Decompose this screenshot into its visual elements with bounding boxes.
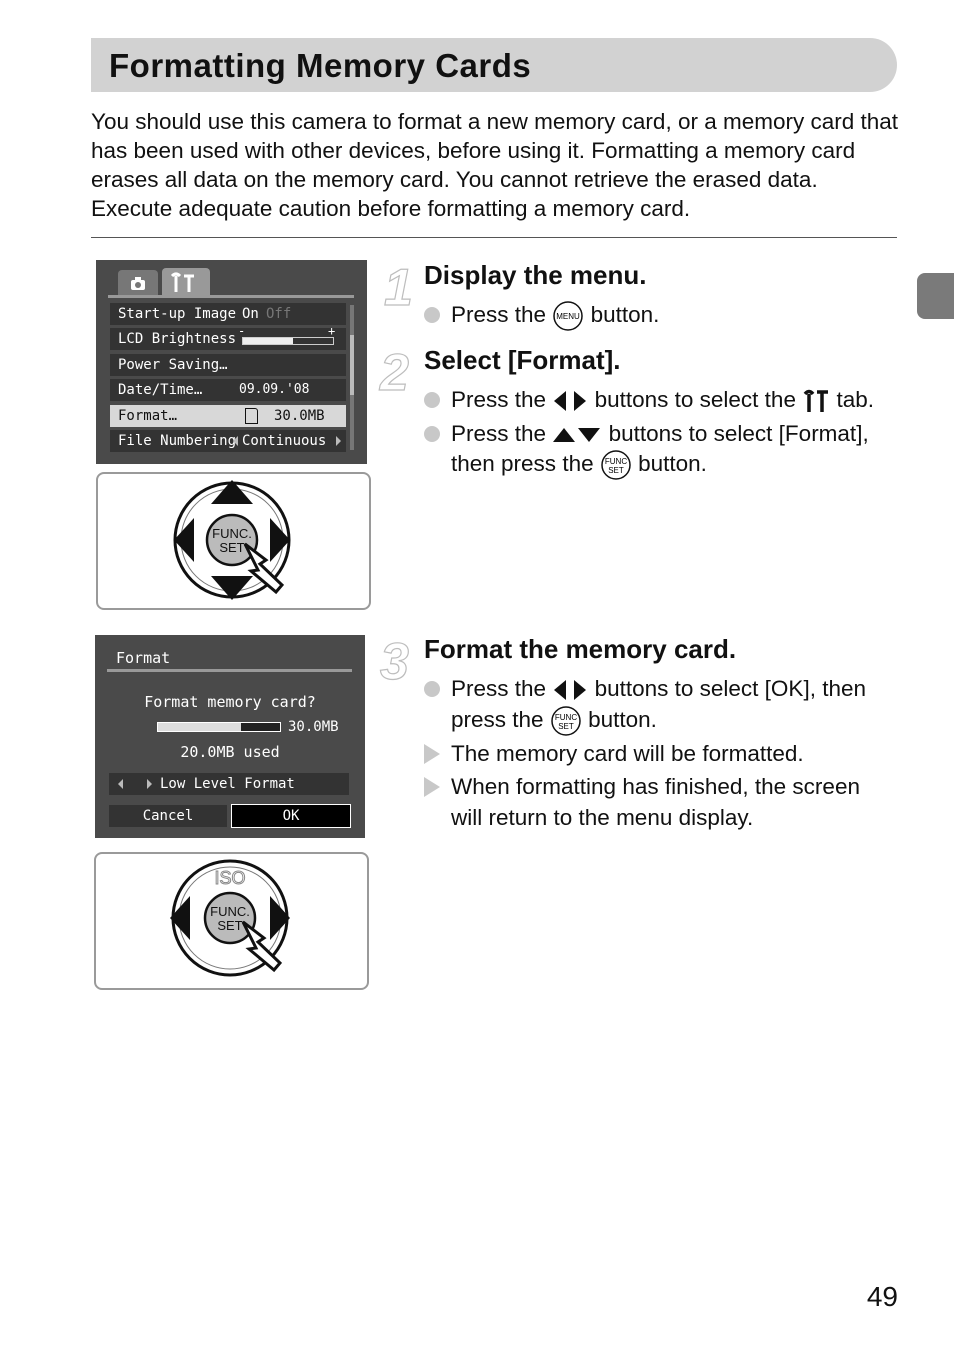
bullet-dot-icon xyxy=(424,426,440,442)
set-label: SET xyxy=(219,540,245,555)
divider xyxy=(91,237,897,238)
bullet-text: Press the xyxy=(451,387,547,412)
left-right-arrows-icon xyxy=(552,389,588,413)
bullet-text: then press the xyxy=(451,451,594,476)
step-title-2: Select [Format]. xyxy=(424,345,621,375)
chapter-tab xyxy=(917,273,954,319)
step-title-3: Format the memory card. xyxy=(424,634,737,664)
svg-text:FUNC: FUNC xyxy=(554,713,577,723)
bullet-text: When formatting has finished, the screen xyxy=(451,774,860,799)
bullet-text: buttons to select the xyxy=(594,387,796,412)
settings-tab-icon xyxy=(162,268,210,296)
bullet-text: button. xyxy=(588,707,657,732)
low-level-format-option[interactable] xyxy=(109,773,349,795)
bullet-text: button. xyxy=(638,451,707,476)
bullet-text: The memory card will be formatted. xyxy=(451,741,804,766)
step-number-3: 3 xyxy=(380,633,409,691)
row-label: Start-up Image xyxy=(118,306,237,322)
row-value-off: Off xyxy=(266,306,292,322)
menu-row-date-time[interactable] xyxy=(110,379,346,401)
chevron-right-icon xyxy=(336,436,341,446)
row-label: Date/Time… xyxy=(118,382,203,398)
bullet-triangle-icon xyxy=(424,744,440,764)
func-label: FUNC. xyxy=(210,904,250,919)
ok-button[interactable] xyxy=(231,804,351,828)
func-set-button-icon xyxy=(550,705,582,737)
format-question: Format memory card? xyxy=(144,693,316,711)
menu-row-startup-image[interactable] xyxy=(110,303,346,325)
func-label: FUNC. xyxy=(212,526,252,541)
lcd-menu-screen xyxy=(96,260,367,464)
func-set-button-icon xyxy=(600,449,632,481)
control-dial-panel-1 xyxy=(96,472,371,610)
bullet-text: press the xyxy=(451,707,544,732)
bullet-text: will return to the menu display. xyxy=(451,805,754,830)
ok-label: OK xyxy=(282,808,300,824)
cancel-button[interactable] xyxy=(109,805,227,827)
bullet-text: Press the xyxy=(451,676,547,701)
capacity-value: 30.0MB xyxy=(288,719,339,735)
row-value: 09.09.'08 xyxy=(239,382,310,397)
page-title: Formatting Memory Cards xyxy=(109,47,532,84)
menu-row-file-numbering[interactable] xyxy=(110,430,346,452)
page-number: 49 xyxy=(866,1281,898,1312)
menu-button-icon xyxy=(552,300,584,332)
row-label: Format… xyxy=(118,408,178,424)
format-header: Format xyxy=(116,649,171,667)
lcd-format-screen xyxy=(95,635,365,838)
capacity-bar xyxy=(157,722,281,732)
row-label: File Numbering xyxy=(118,433,237,449)
chevron-left-icon xyxy=(233,436,238,446)
bullet-dot-icon xyxy=(424,681,440,697)
menu-row-format[interactable] xyxy=(110,405,346,427)
svg-text:FUNC: FUNC xyxy=(604,457,627,467)
bullet-dot-icon xyxy=(424,307,440,323)
bullet-triangle-icon xyxy=(424,777,440,797)
control-dial-illustration xyxy=(96,854,367,988)
control-dial-illustration xyxy=(98,474,369,608)
bullet-dot-icon xyxy=(424,392,440,408)
slider-max: + xyxy=(328,324,336,338)
row-value: On xyxy=(242,306,259,322)
chevron-right-icon xyxy=(147,779,152,789)
svg-text:SET: SET xyxy=(558,722,574,732)
step-number-1: 1 xyxy=(384,259,413,317)
row-label: Power Saving… xyxy=(118,357,228,373)
bullet-text: button. xyxy=(590,302,660,327)
bullet-text: tab. xyxy=(836,387,875,412)
used-value: 20.0MB used xyxy=(180,743,280,761)
bullet-text: buttons to select [OK], then xyxy=(594,676,866,701)
cancel-label: Cancel xyxy=(142,808,194,824)
control-dial-panel-2 xyxy=(94,852,369,990)
menu-row-lcd-brightness[interactable] xyxy=(110,324,346,350)
step-number-2: 2 xyxy=(380,344,409,402)
bullet-text: buttons to select [Format], xyxy=(608,421,869,446)
intro-paragraph: You should use this camera to format a new memory card, or a memory card that has been used with other devices, before using it. Formatting a memory card erases all data on the memory card. You cannot retrieve the erased data. Execute adequate caution before formatting a memory card. xyxy=(91,109,899,221)
low-level-label: Low Level Format xyxy=(160,776,295,792)
title-bar xyxy=(91,38,897,92)
row-value: 30.0MB xyxy=(274,408,325,424)
bullet-text: Press the xyxy=(451,421,547,446)
menu-row-power-saving[interactable] xyxy=(110,354,346,376)
iso-label: ISO xyxy=(214,868,246,888)
row-value: Continuous xyxy=(242,433,327,449)
slider-min: - xyxy=(238,324,246,338)
set-label: SET xyxy=(217,918,243,933)
up-down-arrows-icon xyxy=(552,425,602,445)
chevron-left-icon xyxy=(118,779,123,789)
memory-card-icon xyxy=(245,408,258,424)
row-label: LCD Brightness xyxy=(118,331,237,347)
left-right-arrows-icon xyxy=(552,678,588,702)
brightness-slider[interactable] xyxy=(242,337,334,345)
step-title-1: Display the menu. xyxy=(424,260,647,290)
svg-text:SET: SET xyxy=(608,466,624,476)
settings-tab-icon xyxy=(802,388,830,414)
camera-tab-icon xyxy=(118,270,158,296)
brightness-fill xyxy=(243,338,293,344)
svg-text:MENU: MENU xyxy=(556,312,581,322)
bullet-text: Press the xyxy=(451,302,547,327)
